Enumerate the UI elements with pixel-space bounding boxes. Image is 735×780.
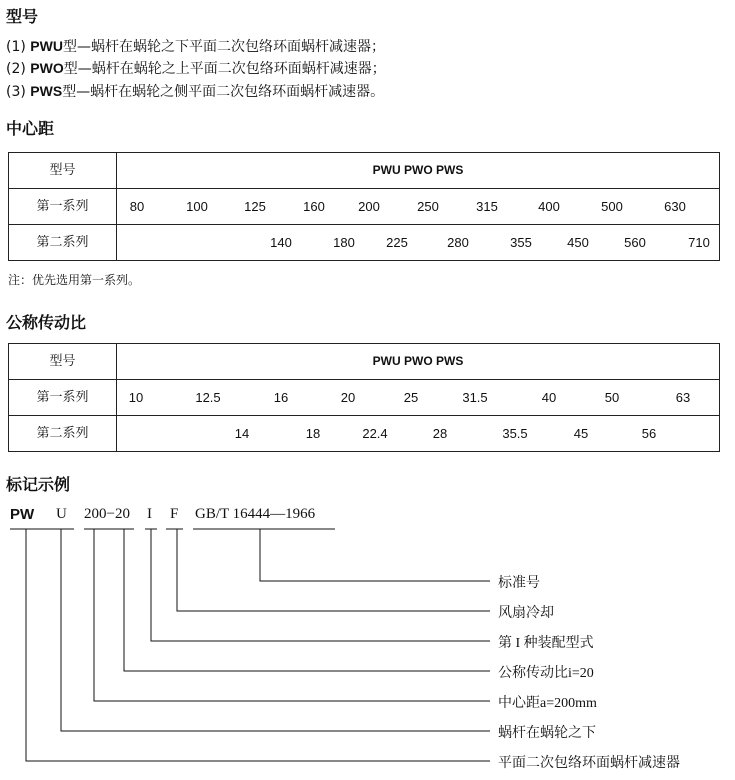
row-label: 第一系列 — [9, 189, 117, 224]
center-note: 注：优先选用第一系列。 — [8, 273, 141, 287]
table-cell: 35.5 — [502, 426, 528, 441]
section-title-center: 中心距 — [6, 119, 55, 138]
table-cell: 12.5 — [195, 390, 221, 405]
table-cell: 18 — [305, 426, 321, 441]
marking-label-reducer-type: 平面二次包络环面蜗杆减速器 — [498, 756, 680, 771]
marking-part-pw: PW — [10, 506, 35, 523]
section-title-marking: 标记示例 — [6, 475, 71, 494]
table-cell: 20 — [340, 390, 356, 405]
header-label: 型号 — [9, 153, 117, 188]
marking-part-center-ratio: 200−20 — [84, 506, 130, 522]
row-label: 第二系列 — [9, 416, 117, 451]
row-label: 第二系列 — [9, 225, 117, 260]
table-cell: 630 — [664, 199, 686, 214]
table-cell: 560 — [624, 235, 646, 250]
table-cell: 28 — [432, 426, 448, 441]
leader-assembly — [151, 529, 490, 641]
model-desc: 型—蜗杆在蜗轮之下平面二次包络环面蜗杆减速器； — [62, 39, 385, 55]
model-desc: 型—蜗杆在蜗轮之上平面二次包络环面蜗杆减速器； — [63, 61, 386, 77]
table-cell: 160 — [303, 199, 325, 214]
model-line-num: (2) — [6, 61, 26, 77]
table-cell: 400 — [538, 199, 560, 214]
table-cell: 50 — [604, 390, 620, 405]
model-desc: 型—蜗杆在蜗轮之侧平面二次包络环面蜗杆减速器。 — [62, 84, 385, 100]
marking-part-assembly: I — [147, 506, 152, 522]
header-value: PWU PWO PWS — [372, 163, 464, 177]
marking-part-standard: GB/T 16444—1966 — [195, 506, 316, 522]
table-cell: 140 — [270, 235, 292, 250]
model-code: PWO — [30, 60, 64, 76]
leader-center — [94, 529, 490, 701]
table-cell: 225 — [386, 235, 408, 250]
marking-label-worm-position: 蜗杆在蜗轮之下 — [498, 726, 596, 741]
leader-fan — [177, 529, 490, 611]
table-cell: 100 — [186, 199, 208, 214]
table-cell: 56 — [641, 426, 657, 441]
table-cell: 80 — [129, 199, 145, 214]
table-cell: 315 — [476, 199, 498, 214]
leader-reducer-type — [26, 529, 490, 761]
table-cell: 250 — [417, 199, 439, 214]
leader-standard — [260, 529, 490, 581]
table-cell: 10 — [128, 390, 144, 405]
table-cell: 180 — [333, 235, 355, 250]
table-cell: 200 — [358, 199, 380, 214]
table-cell: 45 — [573, 426, 589, 441]
header-label: 型号 — [9, 344, 117, 379]
model-code: PWU — [30, 38, 63, 54]
marking-label-assembly: 第 I 种装配型式 — [498, 636, 594, 651]
table-cell: 22.4 — [362, 426, 388, 441]
table-cell: 25 — [403, 390, 419, 405]
leader-ratio — [124, 529, 490, 671]
header-value: PWU PWO PWS — [372, 354, 464, 368]
section-title-model: 型号 — [6, 7, 39, 26]
marking-label-center: 中心距a=200mm — [498, 696, 597, 711]
row-label: 第一系列 — [9, 380, 117, 415]
marking-part-fan: F — [170, 506, 179, 522]
model-code: PWS — [30, 83, 63, 99]
marking-label-ratio: 公称传动比i=20 — [498, 666, 594, 681]
table-cell: 31.5 — [462, 390, 488, 405]
table-cell: 14 — [234, 426, 250, 441]
table-cell: 280 — [447, 235, 469, 250]
table-cell: 710 — [688, 235, 710, 250]
table-cell: 355 — [510, 235, 532, 250]
table-cell: 63 — [675, 390, 691, 405]
marking-label-fan: 风扇冷却 — [498, 606, 554, 621]
table-cell: 450 — [567, 235, 589, 250]
model-line-num: (3) — [6, 84, 26, 100]
table-cell: 500 — [601, 199, 623, 214]
marking-label-standard: 标准号 — [498, 576, 540, 591]
section-title-ratio: 公称传动比 — [6, 313, 87, 332]
marking-part-u: U — [56, 506, 67, 522]
table-cell: 16 — [273, 390, 289, 405]
table-cell: 40 — [541, 390, 557, 405]
model-line-num: (1) — [6, 39, 26, 55]
table-cell: 125 — [244, 199, 266, 214]
